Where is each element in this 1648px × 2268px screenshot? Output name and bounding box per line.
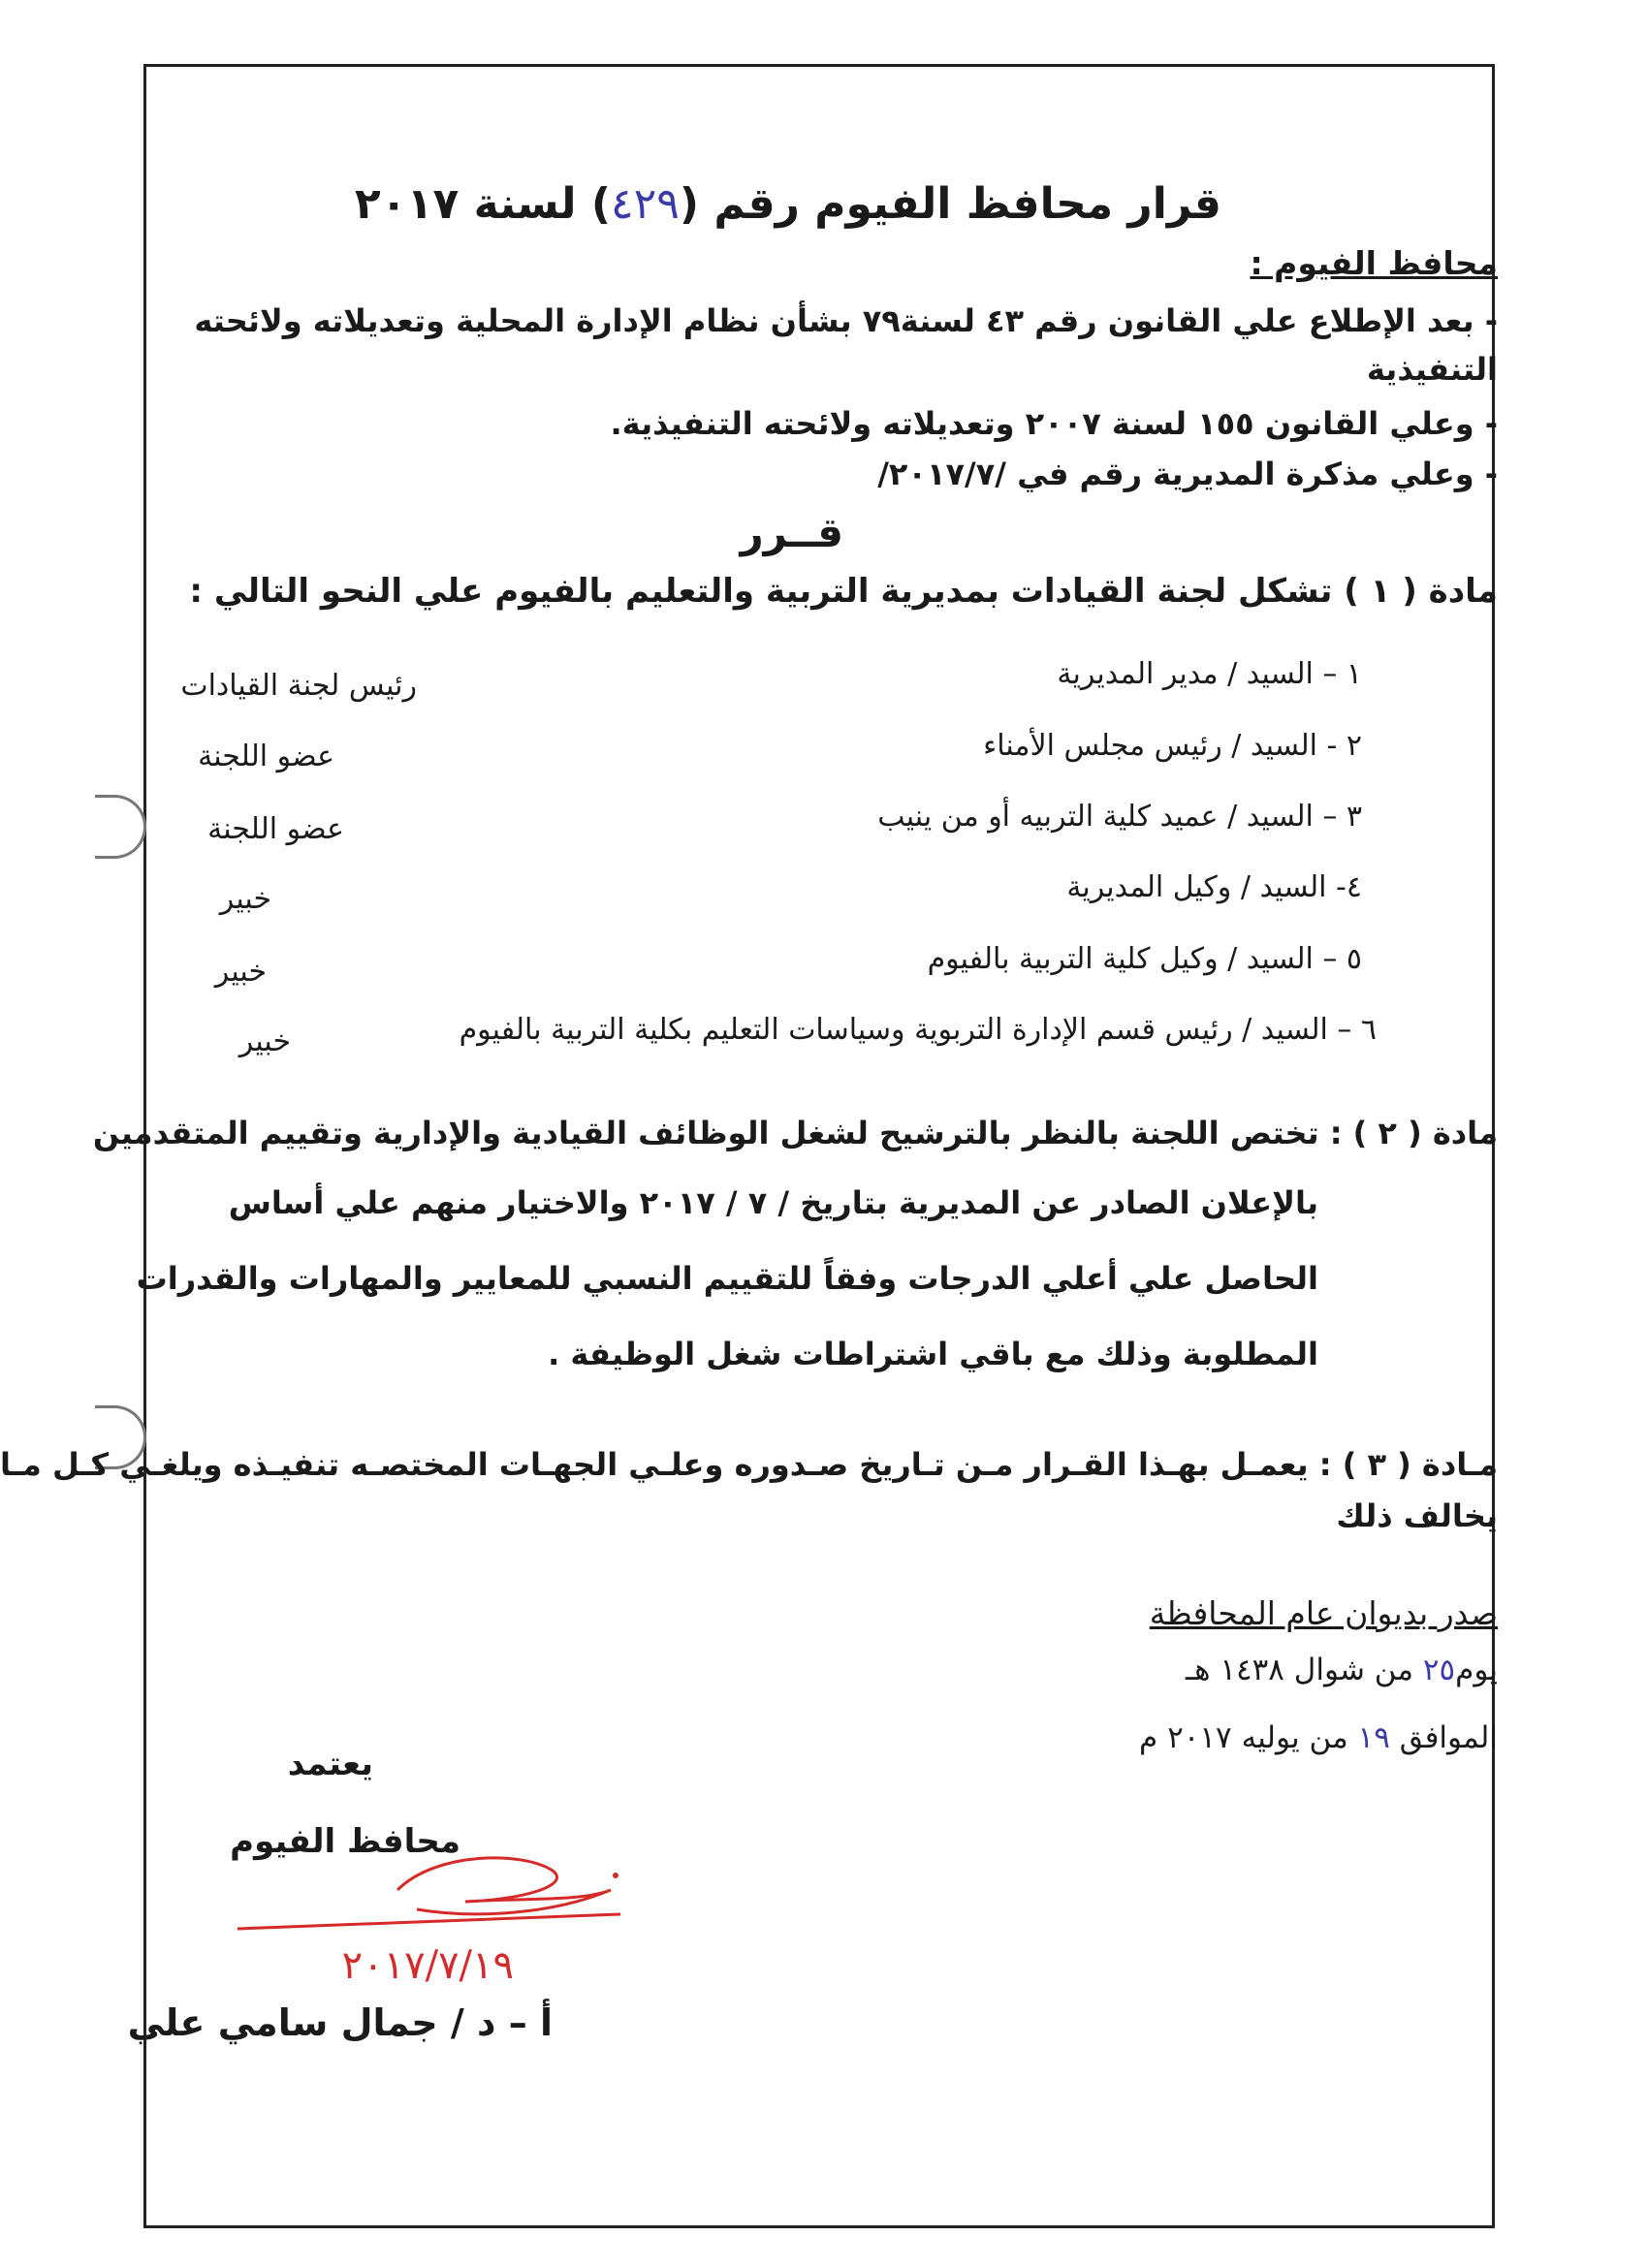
hijri-prefix: يوم (1455, 1653, 1498, 1687)
hijri-day: ٢٥ (1422, 1653, 1456, 1687)
issued-hijri-date (1186, 1653, 1498, 1687)
punch-hole-top (95, 795, 146, 859)
member-5-name: ٥ – السيد / وكيل كلية التربية بالفيوم (927, 942, 1362, 976)
title-suffix: ) لسنة ٢٠١٧ (354, 179, 611, 229)
article-2-line-2: بالإعلان الصادر عن المديرية بتاريخ / ٧ / ٢٠١٧ والاختيار منهم علي أساس (228, 1184, 1318, 1221)
preamble-line-3: - وعلي القانون ١٥٥ لسنة ٢٠٠٧ وتعديلاته ولائحته التنفيذية. (610, 405, 1498, 442)
decree-number: ٤٢٩ (611, 179, 680, 229)
handwritten-date: ٢٠١٧/٧/١٩ (341, 1943, 514, 1988)
issued-heading: صدر بديوان عام المحافظة (1149, 1594, 1498, 1632)
preamble-line-1: - بعد الإطلاع علي القانون رقم ٤٣ لسنة٧٩ بشأن نظام الإدارة المحلية وتعديلاته ولائحته (194, 302, 1498, 339)
signatory-name: أ – د / جمال سامي علي (127, 2001, 553, 2044)
handwritten-signature (233, 1832, 640, 1948)
preamble-line-2: التنفيذية (1366, 351, 1498, 388)
member-1-role: رئيس لجنة القيادات (180, 669, 417, 703)
issued-gregorian-date (1139, 1720, 1498, 1755)
member-4-role: خبير (219, 882, 271, 916)
greg-day: ١٩ (1357, 1720, 1390, 1755)
hijri-rest: من شوال ١٤٣٨ هـ (1186, 1653, 1423, 1687)
member-3-role: عضو اللجنة (207, 812, 344, 846)
preamble-line-4: - وعلي مذكرة المديرية رقم في /٢٠١٧/٧/ (877, 456, 1498, 492)
member-3-name: ٣ – السيد / عميد كلية التربيه أو من ينيب (877, 800, 1362, 834)
greg-rest: من يوليه ٢٠١٧ م (1139, 1720, 1358, 1755)
article-1: مادة ( ١ ) تشكل لجنة القيادات بمديرية التربية والتعليم بالفيوم علي النحو التالي : (189, 572, 1498, 611)
title-prefix: قرار محافظ الفيوم رقم ( (679, 179, 1221, 229)
article-2-line-1: مادة ( ٢ ) : تختص اللجنة بالنظر بالترشيح لشغل الوظائف القيادية والإدارية وتقييم المتقدمين (92, 1115, 1498, 1151)
member-1-name: ١ – السيد / مدير المديرية (1057, 657, 1362, 691)
member-5-role: خبير (214, 955, 267, 989)
article-3-line-2: يخالف ذلك (1336, 1497, 1498, 1534)
member-2-role: عضو اللجنة (198, 740, 334, 773)
decree-title (355, 179, 1221, 229)
addressee: محافظ الفيوم : (1250, 244, 1498, 282)
greg-prefix: الموافق (1389, 1720, 1498, 1755)
article-2-line-4: المطلوبة وذلك مع باقي اشتراطات شغل الوظيفة . (548, 1336, 1318, 1372)
decided-heading: قــرر (740, 509, 843, 556)
article-2-line-3: الحاصل علي أعلي الدرجات وفقاً للتقييم النسبي للمعايير والمهارات والقدرات (136, 1260, 1318, 1297)
member-4-name: ٤- السيد / وكيل المديرية (1066, 870, 1362, 904)
member-6-name: ٦ – السيد / رئيس قسم الإدارة التربوية وسياسات التعليم بكلية التربية بالفيوم (459, 1013, 1377, 1047)
approval-label: يعتمد (287, 1745, 373, 1783)
member-6-role: خبير (238, 1024, 291, 1058)
article-3-line-1: مـادة ( ٣ ) : يعمـل بهـذا القـرار مـن تـاريخ صـدوره وعلـي الجهـات المختصـه تنفيـذه ويلغـي كـل مـا (0, 1446, 1498, 1483)
approval-office: محافظ الفيوم (230, 1822, 460, 1861)
member-2-name: ٢ - السيد / رئيس مجلس الأمناء (983, 729, 1362, 763)
